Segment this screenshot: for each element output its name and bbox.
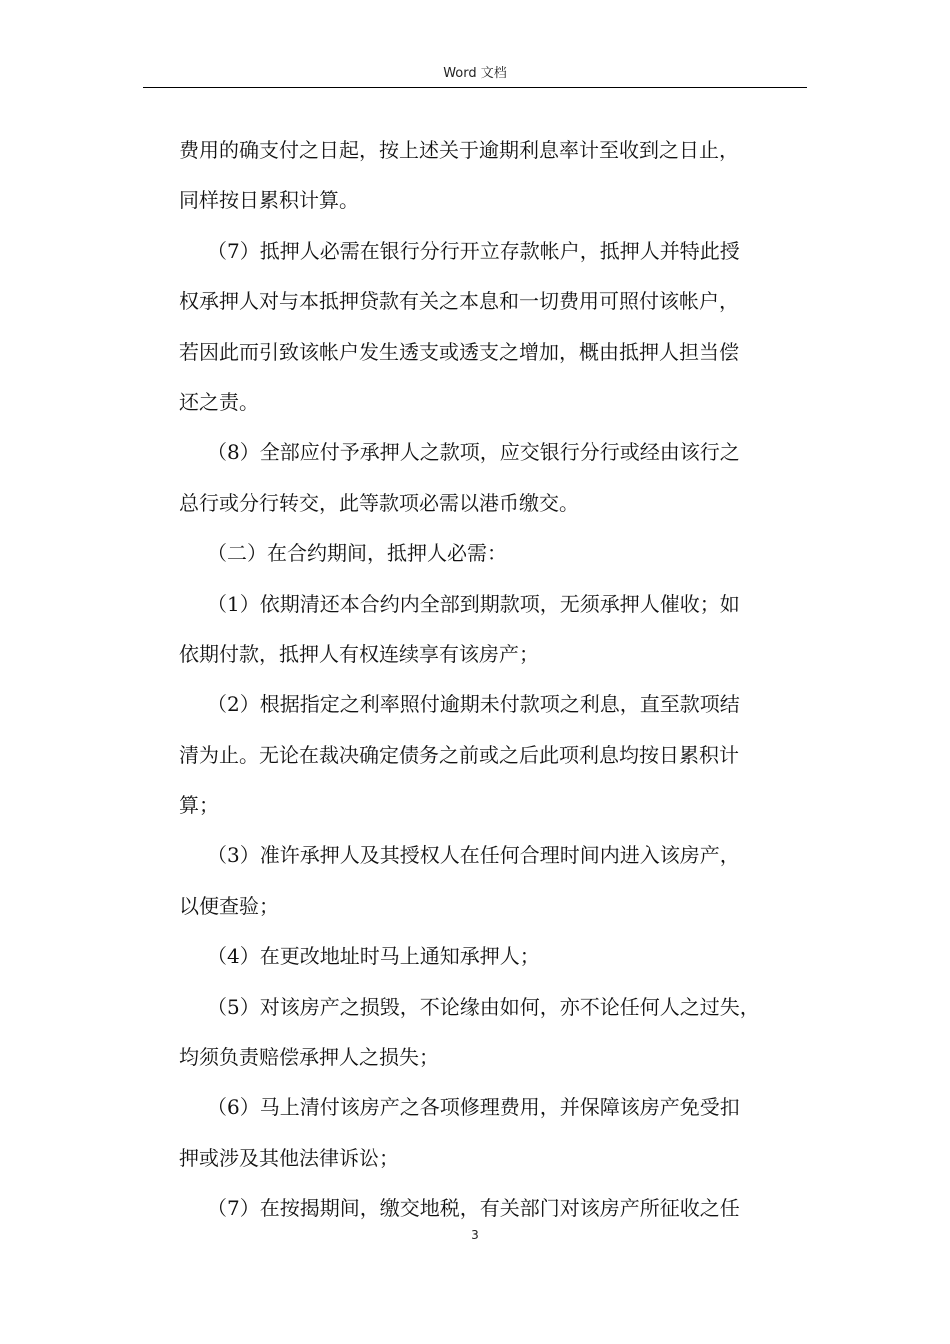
- text-line: 押或涉及其他法律诉讼；: [179, 1145, 399, 1170]
- text-line: （8）全部应付予承押人之款项，应交银行分行或经由该行之: [207, 440, 740, 465]
- header-divider: [143, 87, 807, 88]
- text-line: 清为止。无论在裁决确定债务之前或之后此项利息均按日累积计: [179, 742, 739, 767]
- paragraph-item-2: [179, 679, 799, 830]
- text-line: （6）马上清付该房产之各项修理费用，并保障该房产免受扣: [207, 1095, 740, 1120]
- text-line: （2）根据指定之利率照付逾期未付款项之利息，直至款项结: [207, 692, 740, 717]
- paragraph-clause-7-account: [179, 226, 799, 428]
- paragraph-fee-continuation: [179, 125, 799, 226]
- text-line: （1）依期清还本合约内全部到期款项，无须承押人催收；如: [207, 591, 740, 616]
- text-line: （5）对该房产之损毁，不论缘由如何，亦不论任何人之过失，: [207, 994, 760, 1019]
- text-line: 以便查验；: [179, 893, 279, 918]
- paragraph-item-7: [179, 1183, 799, 1233]
- text-line: 权承押人对与本抵押贷款有关之本息和一切费用可照付该帐户，: [179, 289, 739, 314]
- text-line: （7）在按揭期间，缴交地税，有关部门对该房产所征收之任: [207, 1196, 740, 1221]
- text-line: 若因此而引致该帐户发生透支或透支之增加，概由抵押人担当偿: [179, 339, 739, 364]
- paragraph-section-2-heading: [179, 528, 799, 578]
- text-line: 均须负责赔偿承押人之损失；: [179, 1045, 439, 1070]
- text-line: 依期付款，抵押人有权连续享有该房产；: [179, 641, 539, 666]
- page-number: 3: [471, 1228, 479, 1242]
- text-line: （3）准许承押人及其授权人在任何合理时间内进入该房产，: [207, 843, 740, 868]
- section-heading: （二）在合约期间，抵押人必需：: [207, 541, 507, 566]
- text-line: 还之责。: [179, 389, 259, 414]
- header-title: Word 文档: [443, 66, 507, 81]
- paragraph-item-4: [179, 931, 799, 981]
- text-line: 算；: [179, 793, 219, 818]
- paragraph-clause-8-payment: [179, 427, 799, 528]
- paragraph-item-3: [179, 830, 799, 931]
- text-line: 同样按日累积计算。: [179, 188, 359, 213]
- text-line: 费用的确支付之日起，按上述关于逾期利息率计至收到之日止，: [179, 138, 739, 162]
- document-body: [179, 125, 799, 1234]
- text-line: 总行或分行转交，此等款项必需以港币缴交。: [179, 490, 579, 515]
- paragraph-item-6: [179, 1082, 799, 1183]
- paragraph-item-1: [179, 579, 799, 680]
- paragraph-item-5: [179, 982, 799, 1083]
- text-line: （7）抵押人必需在银行分行开立存款帐户，抵押人并特此授: [207, 238, 740, 263]
- text-line: （4）在更改地址时马上通知承押人；: [207, 944, 540, 969]
